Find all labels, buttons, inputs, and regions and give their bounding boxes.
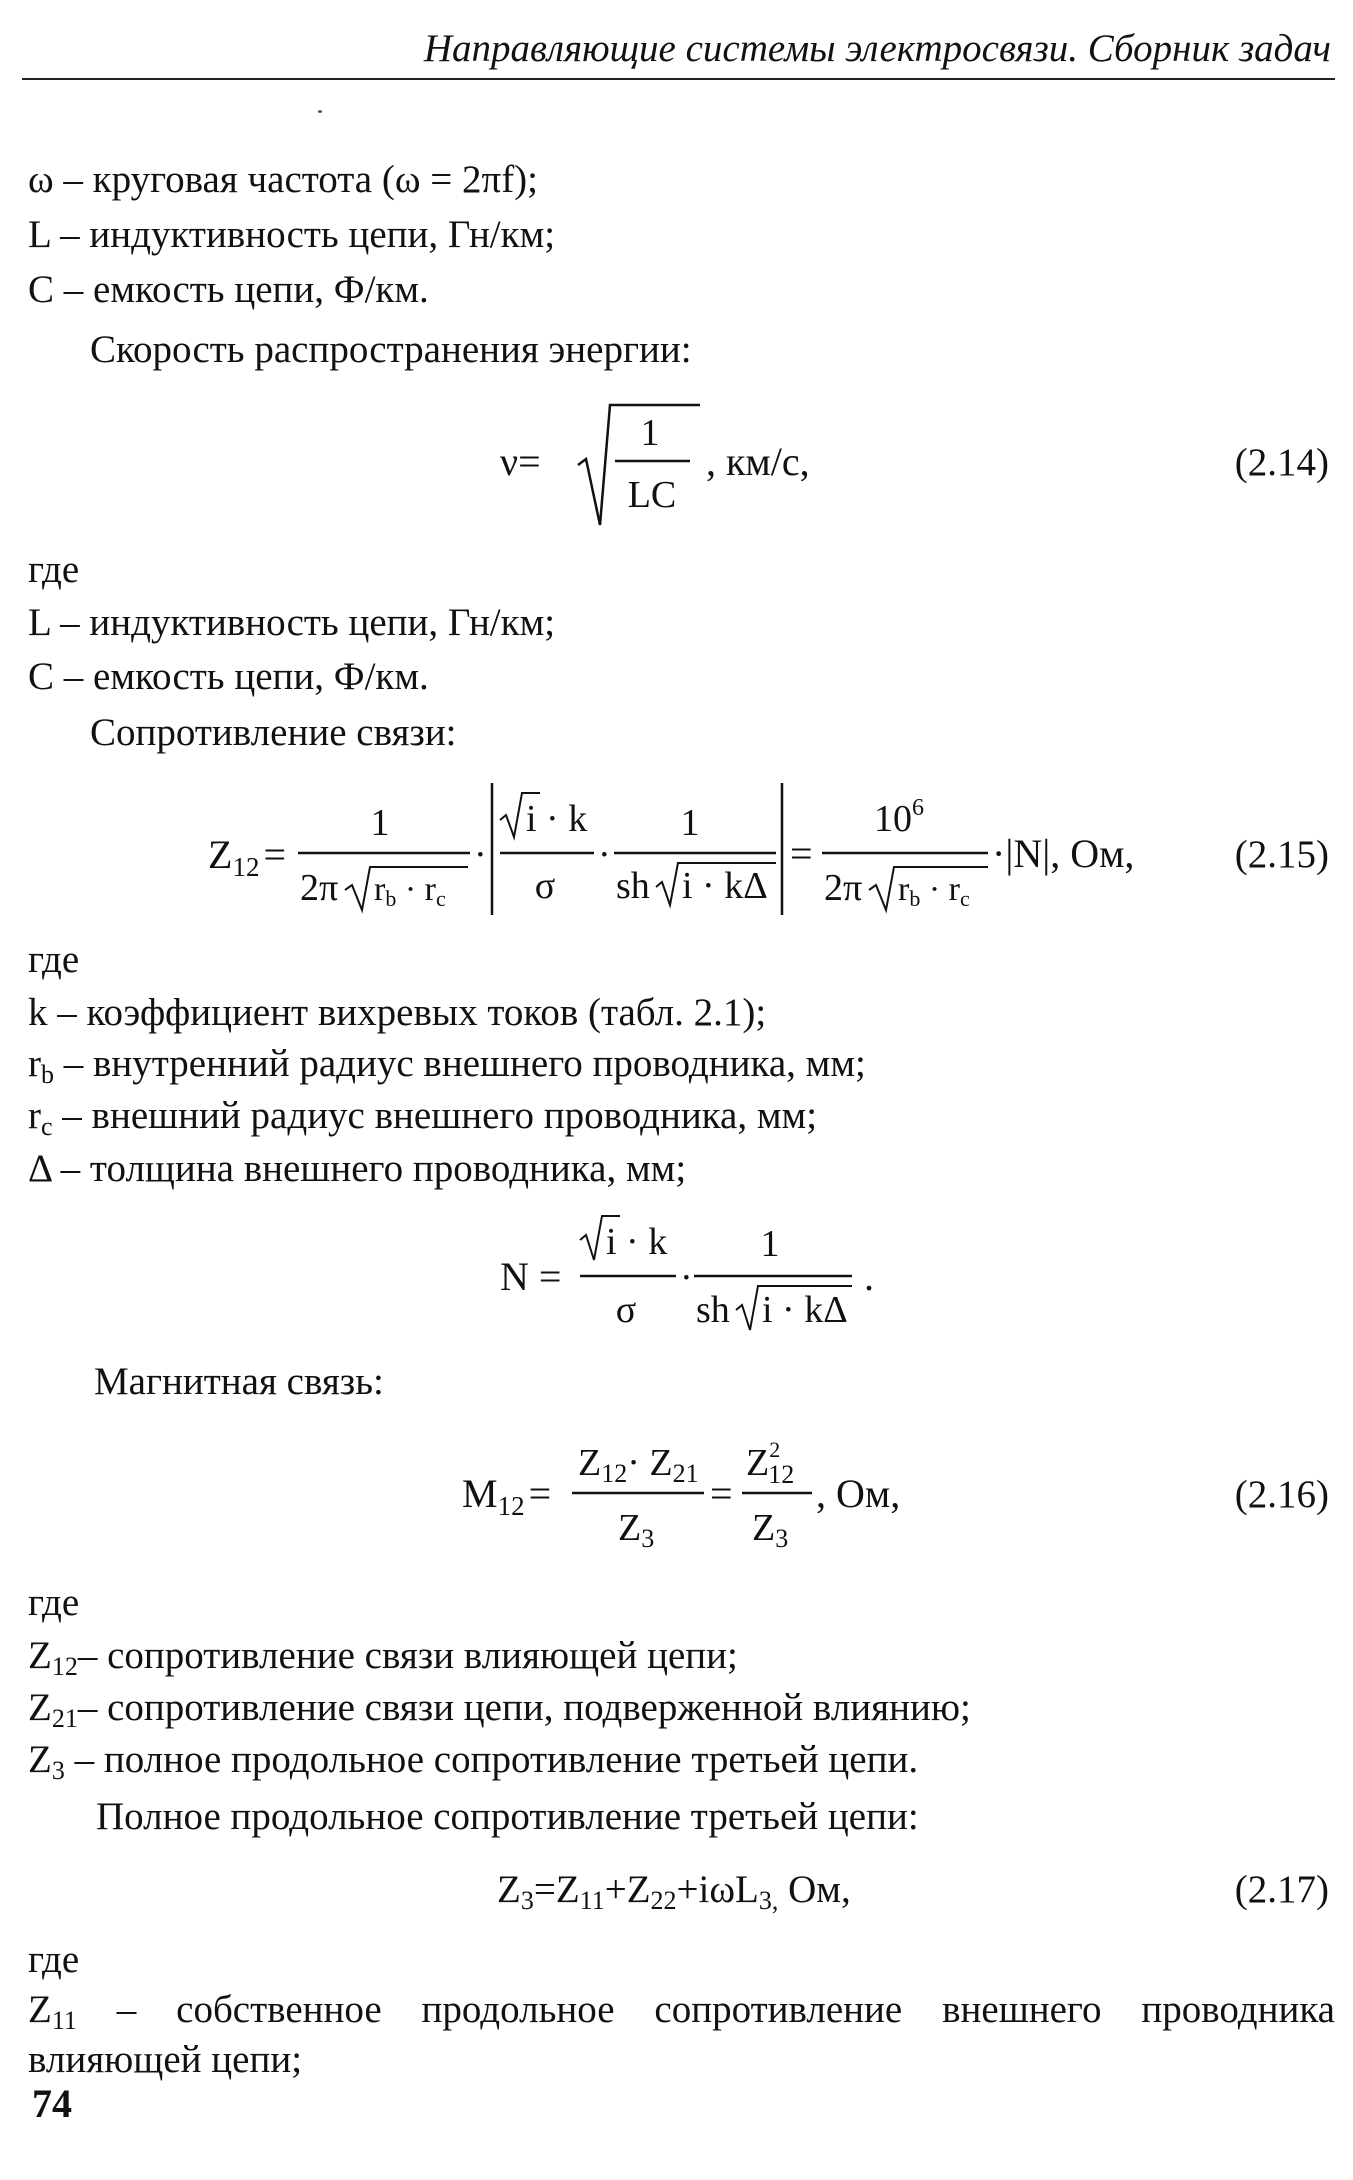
z12-definition: $Z_{12}-$ сопротивление связи влияющей цепи; — [28, 1634, 738, 1681]
f214-units: , км/с, — [706, 439, 810, 484]
equals-sign: = — [710, 1471, 733, 1516]
fN-frac2-den-prefix: sh — [696, 1289, 730, 1331]
f215-frac3-num: 1 — [680, 802, 700, 844]
f217-number: (2.17) — [1234, 1868, 1329, 1911]
inductance-definition-2: L – индуктивность цепи, Гн/км; — [28, 601, 556, 644]
f216-frac2-num: $Z^2$ 12 — [746, 1437, 795, 1489]
f215-number: (2.15) — [1234, 833, 1329, 876]
f215-frac1-den-prefix: 2π — [300, 867, 339, 909]
fN-tail: . — [864, 1254, 874, 1299]
equals-sign: = — [790, 831, 813, 876]
gde-label-3: где — [28, 1581, 80, 1624]
f215-frac2-num: i · k — [526, 798, 588, 840]
fN-frac1-den: σ — [615, 1289, 637, 1331]
fN-frac2-den-radicand: i · kΔ — [762, 1289, 848, 1331]
formula-N — [0, 1210, 1353, 1350]
omega-definition: ω – круговая частота (ω = 2πf); — [28, 158, 539, 201]
f216-frac1-den: Z3 — [618, 1507, 655, 1553]
running-header — [22, 20, 1335, 80]
dot-operator: · — [474, 834, 487, 876]
formula-2-17: $Z_3=Z_{11}+Z_{22}+i\omega L_{3,}$ Ом, — [497, 1868, 851, 1915]
f216-frac1-num: Z12· Z21 — [578, 1442, 699, 1488]
f215-frac4-den-radicand: rb · rc — [898, 871, 970, 911]
f215-frac4-num: $10^6$ — [874, 795, 924, 840]
z11-definition: $Z_{11}$ – собственное продольное сопротивление внешнего проводника — [28, 1988, 1335, 2035]
fN-frac1-num: i · k — [606, 1221, 668, 1263]
f215-frac3-den-prefix: sh — [616, 865, 650, 907]
fN-lhs: N = — [500, 1254, 562, 1299]
f215-tail: ·|N|, Ом, — [992, 831, 1135, 876]
fN-frac2-num: 1 — [760, 1223, 780, 1265]
f215-lhs: $Z_{12}$ = — [208, 832, 286, 882]
f216-units: , Ом, — [816, 1471, 901, 1516]
gde-label: где — [28, 548, 80, 591]
rb-definition: $r_b$ – внутренний радиус внешнего проводника, мм; — [28, 1042, 866, 1089]
f215-frac1-num: 1 — [370, 802, 390, 844]
f216-number: (2.16) — [1234, 1473, 1329, 1516]
delta-definition: Δ – толщина внешнего проводника, мм; — [28, 1147, 687, 1190]
formula-2-16 — [0, 1425, 1353, 1565]
z11-definition-cont: влияющей цепи; — [28, 2038, 303, 2081]
f215-frac3-den-radicand: i · kΔ — [682, 865, 768, 907]
scan-speck — [318, 110, 322, 113]
formula-2-15 — [0, 775, 1353, 935]
capacitance-definition: С – емкость цепи, Ф/км. — [28, 268, 429, 311]
gde-label-4: где — [28, 1938, 80, 1981]
dot-operator: · — [680, 1257, 693, 1299]
page-number: 74 — [32, 2081, 72, 2126]
z3-definition: $Z_3$ – полное продольное сопротивление третьей цепи. — [28, 1738, 919, 1785]
f214-lhs: ν= — [500, 439, 541, 484]
inductance-definition: L – индуктивность цепи, Гн/км; — [28, 213, 556, 256]
f215-frac1-den-radicand: rb · rc — [374, 871, 446, 911]
rc-definition: $r_c$ – внешний радиус внешнего проводника, мм; — [28, 1094, 818, 1141]
k-definition: k – коэффициент вихревых токов (табл. 2.1); — [28, 991, 767, 1034]
gde-label-2: где — [28, 938, 80, 981]
z21-definition: $Z_{21}-$ сопротивление связи цепи, подверженной влиянию; — [28, 1686, 971, 1733]
f214-number: (2.14) — [1234, 441, 1329, 484]
f214-numerator: 1 — [640, 412, 660, 454]
formula-2-14 — [0, 395, 1353, 535]
f216-lhs: $M_{12}$ = — [462, 1471, 552, 1521]
f216-frac2-den: Z3 — [752, 1507, 789, 1553]
f215-frac4-den-prefix: 2π — [824, 867, 863, 909]
z3-intro: Полное продольное сопротивление третьей цепи: — [96, 1795, 919, 1838]
f214-denominator: LC — [627, 474, 677, 516]
header-title: Направляющие системы электросвязи. Сборник задач — [423, 27, 1331, 70]
coupling-intro: Сопротивление связи: — [90, 711, 457, 754]
f215-frac2-den: σ — [534, 865, 556, 907]
capacitance-definition-2: С – емкость цепи, Ф/км. — [28, 655, 429, 698]
speed-intro: Скорость распространения энергии: — [90, 328, 692, 371]
dot-operator: · — [598, 834, 611, 876]
magnetic-intro: Магнитная связь: — [94, 1360, 384, 1403]
